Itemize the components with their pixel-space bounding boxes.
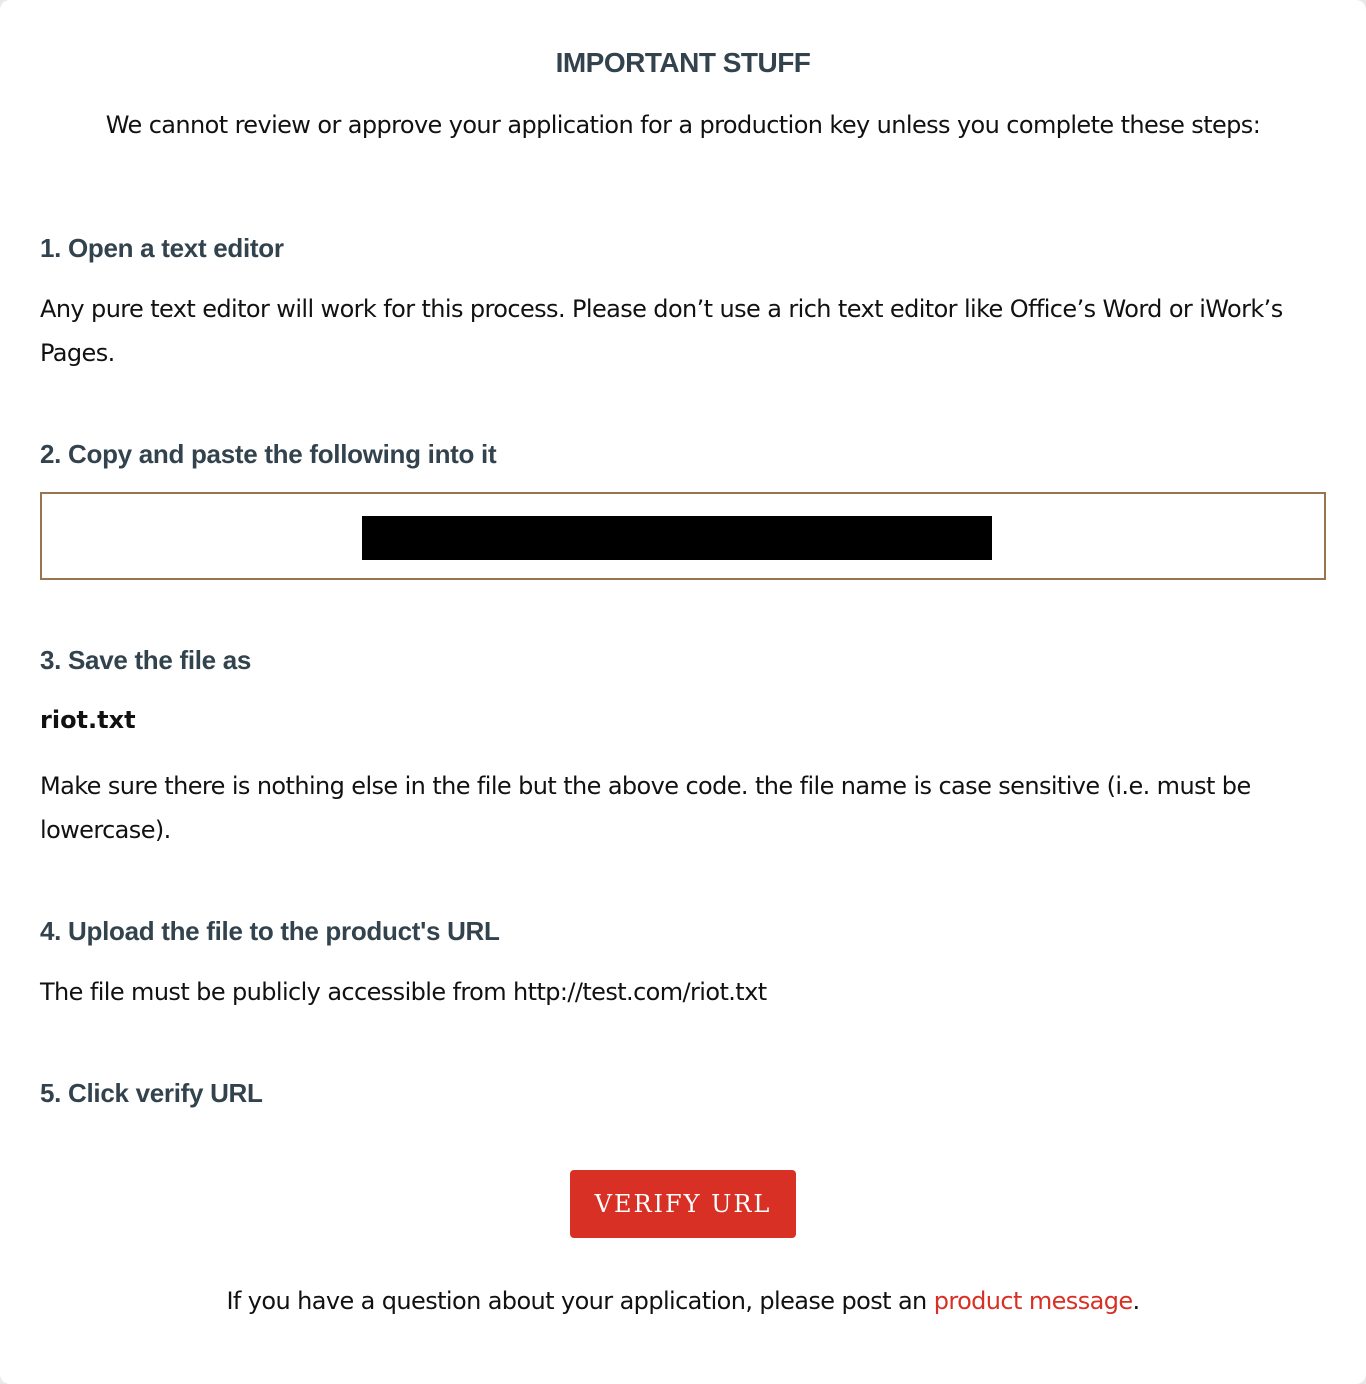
redacted-code xyxy=(362,516,992,560)
modal-title: IMPORTANT STUFF xyxy=(555,47,811,78)
step-3-heading: 3. Save the file as xyxy=(40,645,252,675)
step-5-heading: 5. Click verify URL xyxy=(40,1078,263,1108)
step-3-body: Make sure there is nothing else in the file but the above code. the file name is case sensitive (i.e. must be lowercase). xyxy=(40,772,1251,844)
step-2-heading: 2. Copy and paste the following into it xyxy=(40,439,497,469)
step-4-heading: 4. Upload the file to the product's URL xyxy=(40,916,500,946)
verification-code-box[interactable] xyxy=(40,492,1326,580)
modal-intro: We cannot review or approve your application for a production key unless you complete these steps: xyxy=(105,111,1261,139)
step-1-body: Any pure text editor will work for this process. Please don’t use a rich text editor like Office’s Word or iWork’s Pages. xyxy=(40,295,1283,367)
footer-period: . xyxy=(1132,1287,1140,1315)
verify-url-button[interactable]: VERIFY URL xyxy=(570,1170,796,1238)
product-message-link[interactable]: product message xyxy=(933,1287,1133,1315)
step-4-body: The file must be publicly accessible from http://test.com/riot.txt xyxy=(40,978,767,1006)
footer-text: If you have a question about your application, please post an xyxy=(226,1287,934,1315)
step-1-heading: 1. Open a text editor xyxy=(40,233,284,263)
footer-note xyxy=(0,1282,1366,1320)
filename: riot.txt xyxy=(40,706,136,734)
